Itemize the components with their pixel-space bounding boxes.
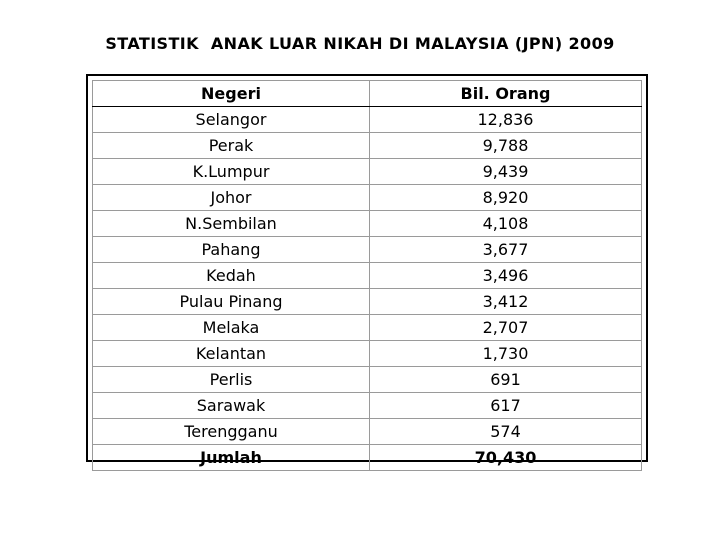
count-cell: 691 [370, 367, 642, 393]
table-header-row [93, 81, 642, 107]
table-row [93, 211, 642, 237]
count-cell: 3,412 [370, 289, 642, 315]
state-cell: Melaka [93, 315, 370, 341]
table-row [93, 315, 642, 341]
state-cell: Pulau Pinang [93, 289, 370, 315]
state-cell: Sarawak [93, 393, 370, 419]
state-cell: Pahang [93, 237, 370, 263]
table-row [93, 237, 642, 263]
table-row [93, 367, 642, 393]
count-cell: 617 [370, 393, 642, 419]
state-cell: Kedah [93, 263, 370, 289]
total-row [93, 445, 642, 471]
table-row [93, 263, 642, 289]
count-cell: 9,788 [370, 133, 642, 159]
state-cell: N.Sembilan [93, 211, 370, 237]
table-row [93, 133, 642, 159]
table-row [93, 419, 642, 445]
state-cell: K.Lumpur [93, 159, 370, 185]
count-cell: 3,496 [370, 263, 642, 289]
count-cell: 4,108 [370, 211, 642, 237]
state-cell: Selangor [93, 107, 370, 133]
total-label: Jumlah [93, 445, 370, 471]
table-row [93, 159, 642, 185]
count-cell: 574 [370, 419, 642, 445]
count-cell: 2,707 [370, 315, 642, 341]
state-cell: Perak [93, 133, 370, 159]
state-cell: Johor [93, 185, 370, 211]
table-row [93, 185, 642, 211]
table-frame [86, 74, 648, 467]
column-header-negeri: Negeri [93, 81, 370, 107]
total-value: 70,430 [370, 445, 642, 471]
state-cell: Kelantan [93, 341, 370, 367]
table-row [93, 393, 642, 419]
count-cell: 9,439 [370, 159, 642, 185]
state-cell: Terengganu [93, 419, 370, 445]
table-row [93, 107, 642, 133]
table-row [93, 289, 642, 315]
page-title: STATISTIK ANAK LUAR NIKAH DI MALAYSIA (JPN) 2009 [105, 34, 615, 53]
count-cell: 1,730 [370, 341, 642, 367]
column-header-bil-orang: Bil. Orang [370, 81, 642, 107]
statistics-table [92, 80, 642, 471]
table-row [93, 341, 642, 367]
count-cell: 12,836 [370, 107, 642, 133]
count-cell: 8,920 [370, 185, 642, 211]
state-cell: Perlis [93, 367, 370, 393]
count-cell: 3,677 [370, 237, 642, 263]
